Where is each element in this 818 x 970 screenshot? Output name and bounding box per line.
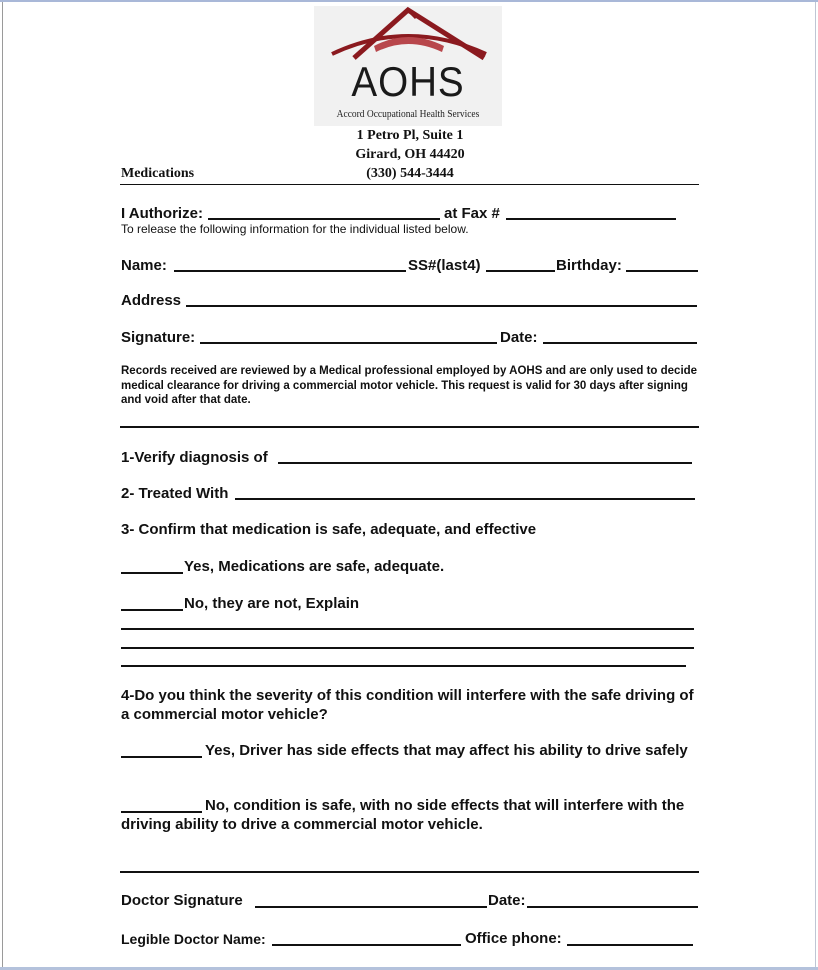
release-text: To release the following information for the individual listed below. xyxy=(121,222,469,236)
logo-abbrev: AOHS xyxy=(351,58,465,105)
doctor-divider xyxy=(120,871,699,873)
page-right-edge xyxy=(815,2,816,968)
address-line-2: Girard, OH 44420 xyxy=(355,147,465,162)
explain-line-3[interactable] xyxy=(121,665,686,667)
records-notice: Records received are reviewed by a Medical professional employed by AOHS and are only used to decide medical clearance for driving a commercial motor vehicle. This request is valid for 30 days after signing and void after that date. xyxy=(121,365,698,406)
diagnosis-field[interactable] xyxy=(278,462,692,464)
signature-label: Signature: xyxy=(121,329,196,346)
date-field[interactable] xyxy=(543,342,697,344)
q4-no-label: No, condition is safe, with no side effects that will interfere with the driving ability to drive a commercial motor vehicle. xyxy=(121,797,685,833)
phone-number: (330) 544-3444 xyxy=(366,166,454,181)
q3-label: 3- Confirm that medication is safe, adequate, and effective xyxy=(121,521,537,538)
q3-yes-label: Yes, Medications are safe, adequate. xyxy=(184,558,445,575)
q1-label: 1-Verify diagnosis of xyxy=(121,449,268,466)
ss-label: SS#(last4) xyxy=(408,257,481,274)
q4-label: 4-Do you think the severity of this condition will interfere with the safe driving of a commercial motor vehicle? xyxy=(121,687,694,723)
doctor-name-label: Legible Doctor Name: xyxy=(121,931,266,947)
ss-field[interactable] xyxy=(486,270,555,272)
doctor-date-field[interactable] xyxy=(527,906,698,908)
aohs-logo xyxy=(314,6,502,126)
name-field[interactable] xyxy=(174,270,406,272)
form-title: Medications xyxy=(121,166,195,181)
q2-label: 2- Treated With xyxy=(121,485,229,502)
address-line-1: 1 Petro Pl, Suite 1 xyxy=(356,128,464,143)
office-phone-field[interactable] xyxy=(567,944,693,946)
authorize-label: I Authorize: xyxy=(121,205,203,222)
birthday-field[interactable] xyxy=(626,270,698,272)
birthday-label: Birthday: xyxy=(556,257,622,274)
page-left-edge xyxy=(2,2,3,968)
q3-yes-check-field[interactable] xyxy=(121,572,183,574)
notice-divider xyxy=(120,426,699,428)
doctor-signature-field[interactable] xyxy=(255,906,487,908)
q4-yes-label: Yes, Driver has side effects that may affect his ability to drive safely xyxy=(205,742,688,759)
name-label: Name: xyxy=(121,257,167,274)
treated-with-field[interactable] xyxy=(235,498,695,500)
address-label: Address xyxy=(121,292,182,309)
doctor-date-label: Date: xyxy=(488,892,526,909)
q3-no-label: No, they are not, Explain xyxy=(184,595,360,612)
window-top-border xyxy=(0,0,818,2)
date-label: Date: xyxy=(500,329,538,346)
fax-label: at Fax # xyxy=(444,205,500,222)
explain-line-2[interactable] xyxy=(121,647,694,649)
fax-field[interactable] xyxy=(506,218,676,220)
logo-full-name: Accord Occupational Health Services xyxy=(336,108,480,120)
header-divider xyxy=(120,184,699,185)
q3-no-check-field[interactable] xyxy=(121,609,183,611)
explain-line-1[interactable] xyxy=(121,628,694,630)
doctor-name-field[interactable] xyxy=(272,944,461,946)
doctor-signature-label: Doctor Signature xyxy=(121,892,243,909)
address-field[interactable] xyxy=(186,305,697,307)
signature-field[interactable] xyxy=(200,342,497,344)
authorize-field[interactable] xyxy=(208,218,440,220)
office-phone-label: Office phone: xyxy=(465,930,562,947)
